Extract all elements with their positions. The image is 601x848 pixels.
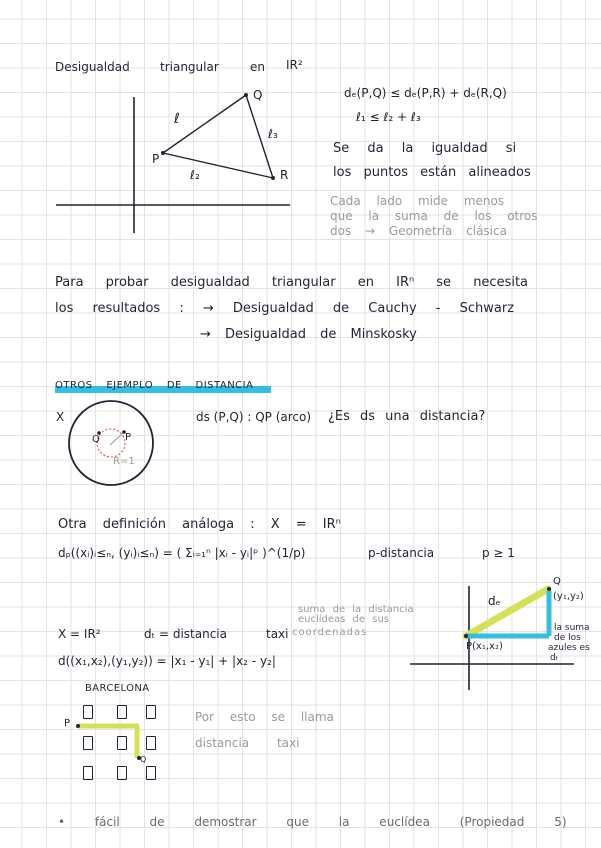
radius-label: R=1 [113,456,135,467]
barcelona-Q: Q [140,755,147,764]
equality-note-2: los puntos están alineados [333,165,531,180]
cauchy-line-1: Para probar desigualdad triangular en IRⁿ se necesita [55,275,529,290]
taxi-formula: d((x₁,x₂),(y₁,y₂)) = |x₁ - y₁| + |x₂ - y₂| [58,654,276,668]
heading-word-2: triangular [160,60,219,74]
footer-note: • fácil de demostrar que la euclídea (Propiedad 5) [58,815,567,829]
circle-point-Q: Q [92,434,100,445]
diagram-P-coords: P(x₁,x₂) [466,641,503,652]
diagram-sum-2: de los [554,633,581,643]
diagram-de-label: dₑ [488,594,501,608]
set-x-label: X [56,410,65,424]
side-l1: ℓ [174,111,180,127]
equality-note-1: Se da la igualdad si [333,141,517,156]
diagram-sum-4: dₜ [550,653,559,663]
sides-inequality: ℓ₁ ≤ ℓ₂ + ℓ₃ [356,110,421,124]
p-condition: p ≥ 1 [482,546,515,560]
point-Q: Q [253,88,263,102]
barcelona-title: BARCELONA [85,683,150,694]
p-distance-intro: Otra definición análoga : X = IRⁿ [58,517,341,532]
point-P: P [152,152,160,166]
taxi-reason-1: Por esto se llama [195,710,334,724]
p-distance-label: p-distancia [368,546,435,560]
ds-definition: ds (P,Q) : QP (arco) [196,410,312,424]
gray-note-2: que la suma de los otros [330,209,538,223]
cauchy-line-3: → Desigualdad de Minskosky [200,327,417,342]
heading-word-4: IR² [286,58,303,72]
taxi-reason-2: distancia taxi [195,736,300,750]
ds-question: ¿Es ds una distancia? [328,409,486,424]
side-l3: ℓ₃ [268,127,278,141]
diagram-Q-coords: (y₁,y₂) [553,591,584,602]
diagram-sum-3: azules es [548,643,590,653]
triangle-inequality-formula: dₑ(P,Q) ≤ dₑ(P,R) + dₑ(R,Q) [344,86,507,100]
p-distance-formula: dₚ((xᵢ)ᵢ≤ₙ, (yᵢ)ᵢ≤ₙ) = ( Σᵢ₌₁ⁿ |xᵢ - yᵢ|ᵖ )^(1/p) [58,546,306,560]
x-equals-r2: X = IR² [58,627,101,641]
taxi-gray-note-3: coordenadas [292,627,368,638]
diagram-sum-1: la suma [554,623,590,633]
taxi-gray-note-2: euclídeas de sus [298,614,389,625]
point-R: R [280,168,289,182]
cauchy-line-2: los resultados : → Desigualdad de Cauchy - Schwarz [55,301,515,316]
section-header-otros-ejemplo: OTROS EJEMPLO DE DISTANCIA [55,380,254,391]
barcelona-P: P [64,718,71,729]
taxi-word: taxi [266,627,289,641]
heading-word-1: Desigualdad [55,60,130,74]
circle-point-P: P [125,432,132,443]
gray-note-3: dos → Geometría clásica [330,224,507,238]
dt-definition: dₜ = distancia [144,627,227,641]
side-l2: ℓ₂ [190,168,200,182]
gray-note-1: Cada lado mide menos [330,194,505,208]
heading-word-3: en [250,60,265,74]
diagram-Q: Q [553,576,561,587]
taxi-gray-note-1: suma de la distancia [298,604,414,615]
